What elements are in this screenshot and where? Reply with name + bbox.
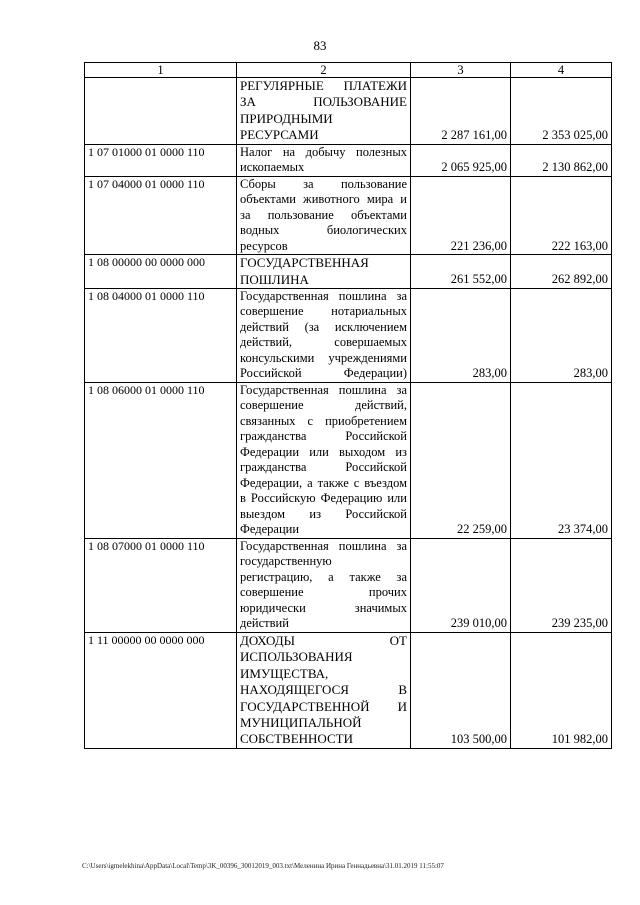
row-code [85, 78, 237, 145]
row-code: 1 07 04000 01 0000 110 [85, 176, 237, 255]
row-value-col3: 22 259,00 [411, 382, 511, 538]
row-name: Налог на добычу полезных ископаемых [237, 144, 411, 176]
row-name: Сборы за пользование объектами животного мира и за пользование объектами водных биологических ресурсов [237, 176, 411, 255]
row-value-col4: 2 130 862,00 [511, 144, 612, 176]
row-name: ГОСУДАРСТВЕННАЯ ПОШЛИНА [237, 255, 411, 289]
table-row [85, 176, 612, 255]
row-value-col3: 2 287 161,00 [411, 78, 511, 145]
row-value-col3: 261 552,00 [411, 255, 511, 289]
table-row [85, 382, 612, 538]
table-row [85, 255, 612, 289]
header-cell-4: 4 [511, 63, 612, 78]
table-row [85, 538, 612, 632]
table-row [85, 144, 612, 176]
row-value-col4: 283,00 [511, 288, 612, 382]
row-name: ДОХОДЫ ОТ ИСПОЛЬЗОВАНИЯ ИМУЩЕСТВА, НАХОДЯЩЕГОСЯ В ГОСУДАРСТВЕННОЙ И МУНИЦИПАЛЬНОЙ СОБСТВЕННОСТИ [237, 632, 411, 748]
header-cell-3: 3 [411, 63, 511, 78]
row-name: Государственная пошлина за совершение действий, связанных с приобретением гражданства Российской Федерации или выходом из гражданства Российской Федерации, а также с въездом в Российскую Федерацию или выездом из Российской Федерации [237, 382, 411, 538]
table-row [85, 78, 612, 145]
row-code: 1 08 07000 01 0000 110 [85, 538, 237, 632]
row-value-col3: 2 065 925,00 [411, 144, 511, 176]
file-path-footer: C:\Users\igmelekhina\AppData\Local\Temp\3K_00396_30012019_003.txt\Меленина Ирина Геннадьевна\31.01.2019 11:55:07 [82, 862, 444, 870]
row-code: 1 07 01000 01 0000 110 [85, 144, 237, 176]
row-value-col4: 262 892,00 [511, 255, 612, 289]
row-value-col4: 239 235,00 [511, 538, 612, 632]
row-value-col4: 23 374,00 [511, 382, 612, 538]
table-row [85, 632, 612, 748]
row-name: Государственная пошлина за совершение нотариальных действий (за исключением действий, совершаемых консульскими учреждениями Российской Федерации) [237, 288, 411, 382]
row-value-col3: 283,00 [411, 288, 511, 382]
row-value-col4: 222 163,00 [511, 176, 612, 255]
row-code: 1 08 06000 01 0000 110 [85, 382, 237, 538]
row-code: 1 11 00000 00 0000 000 [85, 632, 237, 748]
budget-table [84, 62, 612, 749]
row-code: 1 08 00000 00 0000 000 [85, 255, 237, 289]
row-value-col4: 101 982,00 [511, 632, 612, 748]
header-cell-1: 1 [85, 63, 237, 78]
row-value-col3: 221 236,00 [411, 176, 511, 255]
table-row [85, 288, 612, 382]
row-value-col3: 239 010,00 [411, 538, 511, 632]
row-name: Государственная пошлина за государственную регистрацию, а также за совершение прочих юридически значимых действий [237, 538, 411, 632]
row-name: РЕГУЛЯРНЫЕ ПЛАТЕЖИ ЗА ПОЛЬЗОВАНИЕ ПРИРОДНЫМИ РЕСУРСАМИ [237, 78, 411, 145]
row-value-col3: 103 500,00 [411, 632, 511, 748]
page-number: 83 [313, 38, 327, 53]
row-value-col4: 2 353 025,00 [511, 78, 612, 145]
row-code: 1 08 04000 01 0000 110 [85, 288, 237, 382]
header-cell-2: 2 [237, 63, 411, 78]
table-header-row [85, 63, 612, 78]
